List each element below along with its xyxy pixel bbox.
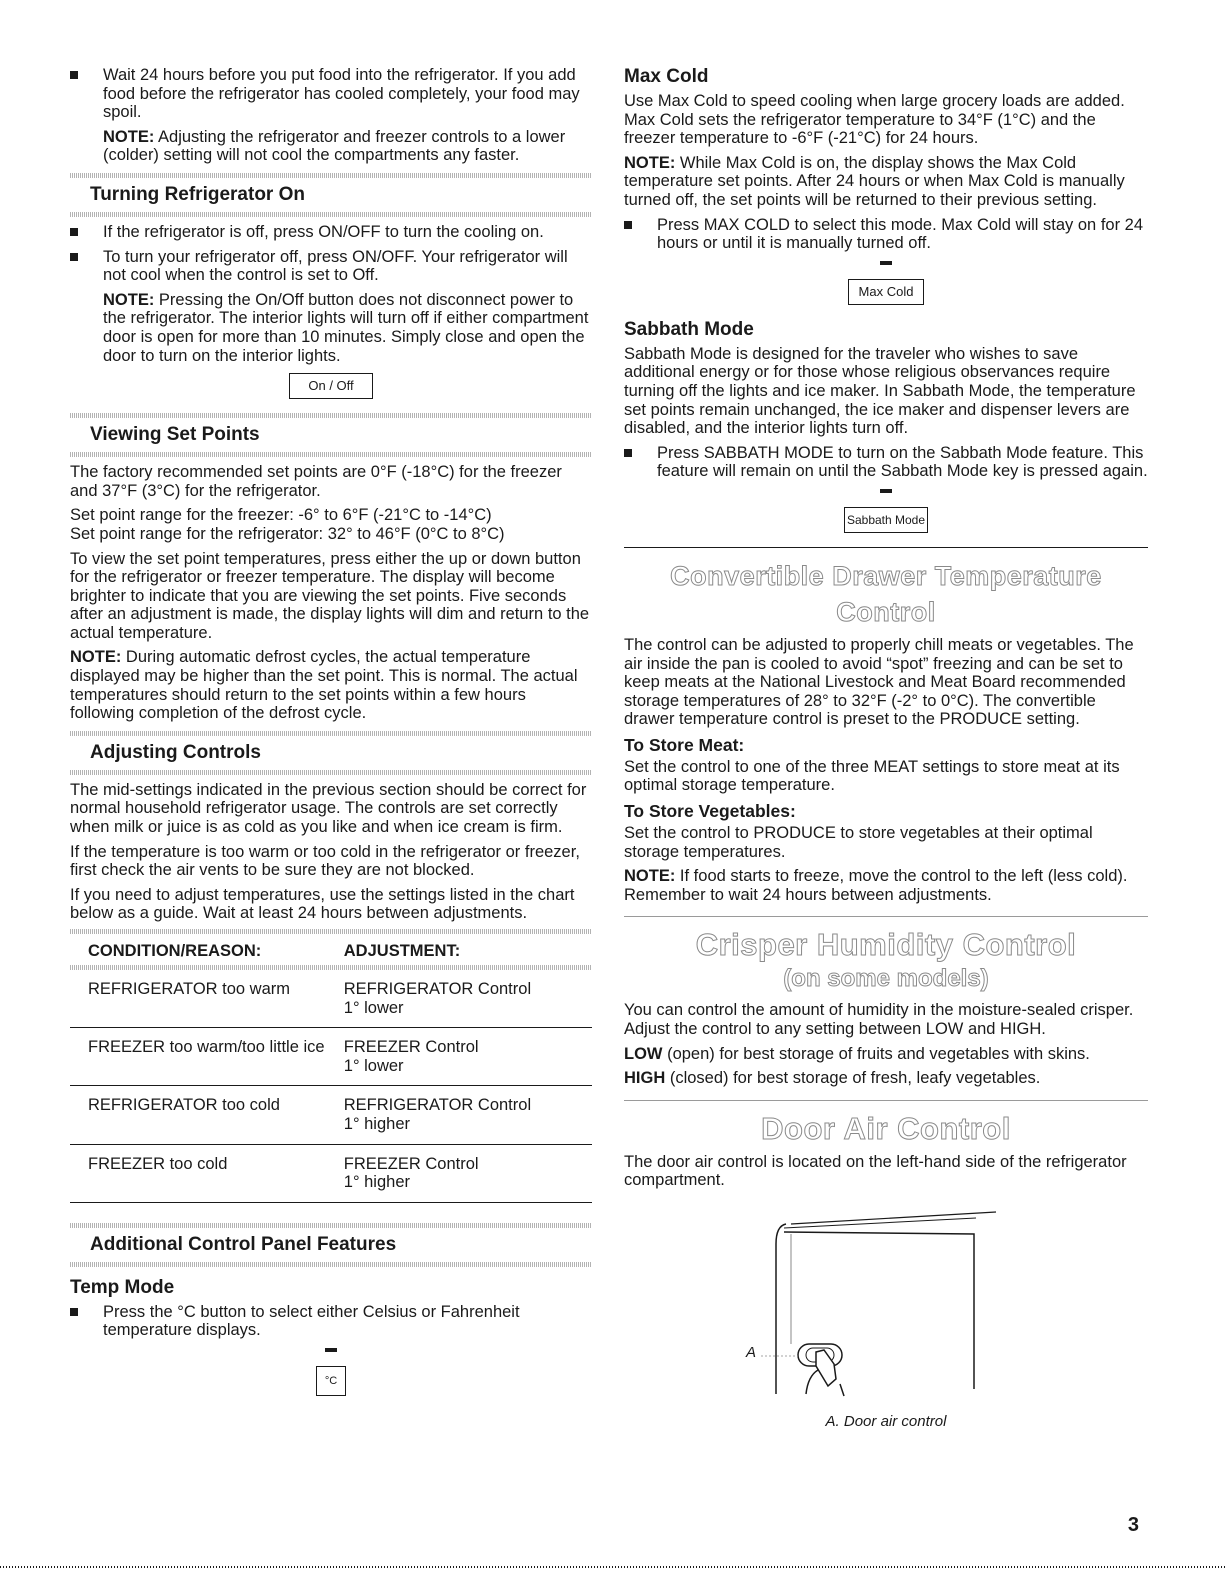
adjustment-cell: REFRIGERATOR Control 1° higher: [326, 1086, 592, 1144]
table-header-condition: CONDITION/REASON:: [88, 942, 262, 960]
condition-cell: FREEZER too warm/too little ice: [70, 1028, 326, 1086]
adjustment-cell: FREEZER Control 1° higher: [326, 1144, 592, 1202]
intro-bullet: Wait 24 hours before you put food into the refrigerator. If you add food before the refrigerator has cooled completely, your food may spoil.: [70, 66, 592, 122]
drawer-para: The control can be adjusted to properly chill meats or vegetables. The air inside the pan is cooled to avoid “spot” freezing and can be set to keep meats at the National Livestock and Meat Board recommended storage temperatures of 28° to 32°F (-2° to 0°C). The convertible drawer temperature control is preset to the PRODUCE setting.: [624, 635, 1134, 729]
table-row: [70, 1144, 592, 1202]
right-column: [624, 66, 1148, 1444]
viewing-heading: Viewing Set Points: [90, 424, 260, 446]
viewing-note: NOTE: During automatic defrost cycles, the actual temperature displayed may be higher than the set point. This is normal. The actual temperatures should return to the set points within a few hours following completion of the defrost cycle.: [70, 648, 578, 723]
left-column: [70, 66, 592, 1410]
freezer-range: Set point range for the freezer: -6° to 6°F (-21°C to -14°C): [70, 506, 492, 525]
temp-mode-bullet: Press the °C button to select either Celsius or Fahrenheit temperature displays.: [70, 1303, 592, 1340]
adjusting-para-2: If the temperature is too warm or too cold in the refrigerator or freezer, first check the air vents to be sure they are not blocked.: [70, 842, 580, 880]
figure-callout-label: A: [746, 1344, 757, 1361]
crisper-heading: Crisper Humidity Control: [695, 927, 1077, 963]
vegetables-note: NOTE: If food starts to freeze, move the control to the left (less cold). Remember to wait 24 hours between adjustments.: [624, 867, 1128, 904]
on-off-button: On / Off: [289, 373, 372, 399]
door-air-para: The door air control is located on the left-hand side of the refrigerator compartment.: [624, 1152, 1127, 1190]
turning-on-section-header: [70, 173, 592, 217]
max-cold-para: Use Max Cold to speed cooling when large grocery loads are added. Max Cold sets the refrigerator temperature to 34°F (1°C) and the freezer temperature to -6°F (-21°C) for 24 hours.: [624, 92, 1125, 148]
store-vegetables-heading: To Store Vegetables:: [624, 801, 796, 822]
on-bullet-1: If the refrigerator is off, press ON/OFF to turn the cooling on.: [70, 223, 592, 242]
adjusting-heading: Adjusting Controls: [90, 741, 261, 763]
store-vegetables-para: Set the control to PRODUCE to store vegetables at their optimal storage temperatures.: [624, 824, 1093, 861]
crisper-subheading: (on some models): [783, 965, 989, 993]
table-row: [70, 970, 592, 1028]
sabbath-button-figure: [624, 489, 1148, 533]
door-air-heading: Door Air Control: [761, 1110, 1011, 1146]
adjustment-cell: REFRIGERATOR Control 1° lower: [343, 980, 532, 1017]
viewing-para-1: The factory recommended set points are 0°F (-18°C) for the freezer and 37°F (3°C) for the refrigerator.: [70, 463, 562, 500]
viewing-section-header: [70, 413, 592, 457]
features-section-header: [70, 1223, 592, 1267]
table-header-row: [70, 936, 592, 965]
max-cold-heading: Max Cold: [624, 66, 709, 87]
condition-cell: FREEZER too cold: [70, 1144, 326, 1202]
door-air-control-figure: [736, 1204, 1036, 1444]
adjusting-para-3: If you need to adjust temperatures, use the settings listed in the chart below as a guide. Wait at least 24 hours between adjustments.: [70, 885, 575, 923]
adjustment-table: [70, 936, 592, 1203]
sabbath-button: Sabbath Mode: [844, 507, 928, 533]
high-setting: HIGH (closed) for best storage of fresh, leafy vegetables.: [624, 1069, 1041, 1088]
max-cold-bullet: Press MAX COLD to select this mode. Max Cold will stay on for 24 hours or until it is manually turned off.: [624, 216, 1148, 253]
features-heading: Additional Control Panel Features: [90, 1233, 397, 1255]
store-meat-para: Set the control to one of the three MEAT settings to store meat at its optimal storage temperature.: [624, 757, 1120, 795]
intro-note: NOTE: Adjusting the refrigerator and freezer controls to a lower (colder) setting will not cool the compartments any faster.: [103, 127, 566, 165]
adjustment-cell: FREEZER Control 1° lower: [326, 1028, 592, 1086]
max-cold-note: NOTE: While Max Cold is on, the display shows the Max Cold temperature set points. After 24 hours or when Max Cold is manually turned off, the set points will be returned to their previous setting.: [624, 153, 1125, 209]
sabbath-bullet: Press SABBATH MODE to turn on the Sabbath Mode feature. This feature will remain on until the Sabbath Mode key is pressed again.: [624, 444, 1148, 481]
table-row: [70, 1028, 592, 1086]
low-setting: LOW (open) for best storage of fruits and vegetables with skins.: [624, 1044, 1090, 1063]
adjusting-section-header: [70, 731, 592, 775]
sabbath-para: Sabbath Mode is designed for the traveler who wishes to save additional energy or for those whose religious observances require turning off the lights and ice maker. In Sabbath Mode, the temperature set points remain unchanged, the ice maker and dispenser levers are disabled, and the interior lights turn off.: [624, 344, 1136, 438]
convertible-drawer-heading: Convertible Drawer Temperature Control: [670, 560, 1102, 627]
table-header-adjustment: ADJUSTMENT:: [343, 942, 461, 960]
adjusting-para-1: The mid-settings indicated in the previous section should be correct for normal household refrigerator usage. The controls are set correctly when milk or juice is as cold as you like and when ice cream is firm.: [70, 780, 587, 837]
page-number: 3: [1127, 1514, 1139, 1536]
on-off-button-figure: [70, 373, 592, 399]
max-cold-button-figure: [624, 261, 1148, 305]
turning-on-heading: Turning Refrigerator On: [90, 183, 305, 205]
crisper-para: You can control the amount of humidity in the moisture-sealed crisper. Adjust the control to any setting between LOW and HIGH.: [624, 1001, 1134, 1039]
on-bullet-2: To turn your refrigerator off, press ON/OFF. Your refrigerator will not cool when the control is set to Off.: [70, 248, 592, 285]
store-meat-heading: To Store Meat:: [624, 734, 745, 755]
max-cold-button: Max Cold: [848, 279, 925, 305]
refrigerator-range: Set point range for the refrigerator: 32° to 46°F (0°C to 8°C): [70, 524, 505, 543]
celsius-button-figure: [70, 1348, 592, 1396]
table-row: [70, 1086, 592, 1144]
temp-mode-heading: Temp Mode: [70, 1276, 175, 1298]
viewing-para-3: To view the set point temperatures, press either the up or down button for the refrigerator or freezer temperature. The display will become brighter to indicate that you are viewing the set points. Five seconds after an adjustment is made, the display lights will dim and return to the actual temperature.: [70, 549, 590, 642]
page-bottom-rule: [0, 1566, 1225, 1568]
figure-caption: A. Door air control: [825, 1413, 947, 1430]
condition-cell: REFRIGERATOR too warm: [88, 980, 291, 998]
condition-cell: REFRIGERATOR too cold: [70, 1086, 326, 1144]
celsius-button: °C: [316, 1366, 346, 1396]
sabbath-heading: Sabbath Mode: [624, 318, 754, 340]
door-air-control-illustration: [736, 1204, 1036, 1404]
on-note: NOTE: Pressing the On/Off button does not disconnect power to the refrigerator. The interior lights will turn off if either compartment door is open for more than 10 minutes. Simply close and open the door to turn on the interior lights.: [103, 290, 589, 365]
